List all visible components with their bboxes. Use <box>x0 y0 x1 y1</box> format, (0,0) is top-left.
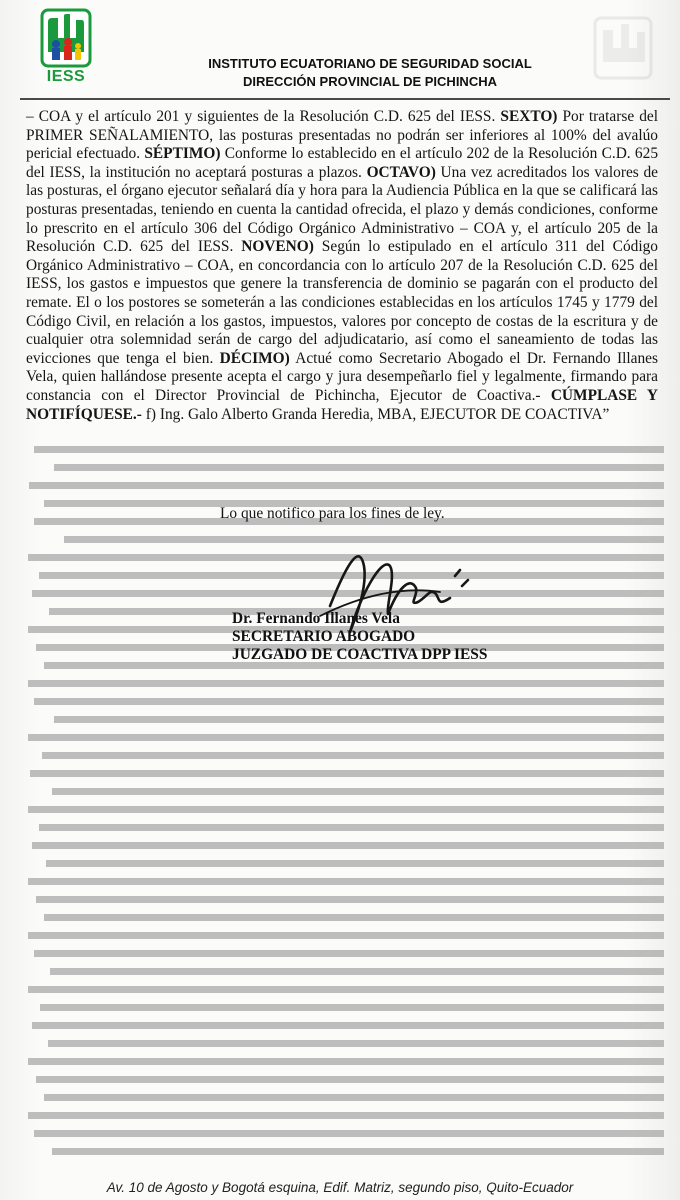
institution-name: INSTITUTO ECUATORIANO DE SEGURIDAD SOCIAL <box>208 56 532 71</box>
clause-octavo-label: OCTAVO) <box>366 163 436 181</box>
direction-name: DIRECCIÓN PROVINCIAL DE PICHINCHA <box>242 74 497 89</box>
signatory-block <box>232 610 532 664</box>
clause-noveno-label: NOVENO) <box>241 238 314 256</box>
body-text-1: – COA y el artículo 201 y siguientes de la Resolución C.D. 625 del IESS. <box>26 108 501 125</box>
clause-decimo-label: DÉCIMO) <box>219 349 290 367</box>
signatory-name: Dr. Fernando Illanes Vela <box>232 610 400 627</box>
logo-text: IESS <box>46 68 86 85</box>
body-text-5: Según lo estipulado en el artículo 311 del Código Orgánico Administrativo – COA, en concordancia con lo artículo 207 de la Resolución C.D. 625 del IESS, los gastos e impuestos que genere la transferencia de dominio se pagarán con el producto del remate. El o los postores se someterán a las condiciones establecidas en los artículos 1745 y 1779 del Código Civil, en relación a los gastos, impuestos, valores por concepto de costas de la escritura y de cualquier otra solemnidad serán de cargo del adjudicatario, así como el saneamiento de todas las evicciones que tenga el bien. <box>26 238 658 367</box>
body-paragraph <box>26 108 658 424</box>
clause-sexto-label: SEXTO) <box>500 108 558 125</box>
document-header <box>120 55 620 91</box>
signatory-role: SECRETARIO ABOGADO <box>232 628 416 645</box>
clause-septimo-label: SÉPTIMO) <box>144 145 221 163</box>
header-divider <box>20 98 670 100</box>
body-text-6: Actué como Secretario Abogado el Dr. Fernando Illanes Vela, quien hallándose presente acepta el cargo y jura desempeñarlo fiel y legalmente, firmando para constancia con el Director Provincial de Pichincha, Ejecutor de Coactiva.- <box>26 349 658 404</box>
body-text-3: Conforme lo establecido en el artículo 202 de la Resolución C.D. 625 del IESS, la institución no aceptará posturas a plazos. <box>26 145 659 181</box>
signatory-office: JUZGADO DE COACTIVA DPP IESS <box>232 646 488 663</box>
body-text-7: f) Ing. Galo Alberto Granda Heredia, MBA, EJECUTOR DE COACTIVA” <box>141 405 610 423</box>
body-text-4: Una vez acreditados los valores de las posturas, el órgano ejecutor señalará día y hora para la Audiencia Pública en la que se calificará las posturas presentadas, teniendo en cuenta la cantidad ofrecida, el plazo y demás condiciones, conforme lo prescrito en el artículo 306 del Código Orgánico Administrativo – COA y, el artículo 205 de la Resolución C.D. 625 del IESS. <box>26 163 659 256</box>
cumplase-label: CÚMPLASE Y NOTIFÍQUESE.- <box>26 386 658 423</box>
notification-line: Lo que notifico para los fines de ley. <box>220 505 445 522</box>
body-text-2: Por tratarse del PRIMER SEÑALAMIENTO, las posturas presentadas no podrán ser inferiores al 100% del avalúo pericial efectuado. <box>26 108 659 163</box>
footer-address: Av. 10 de Agosto y Bogotá esquina, Edif. Matriz, segundo piso, Quito-Ecuador <box>106 1180 574 1195</box>
